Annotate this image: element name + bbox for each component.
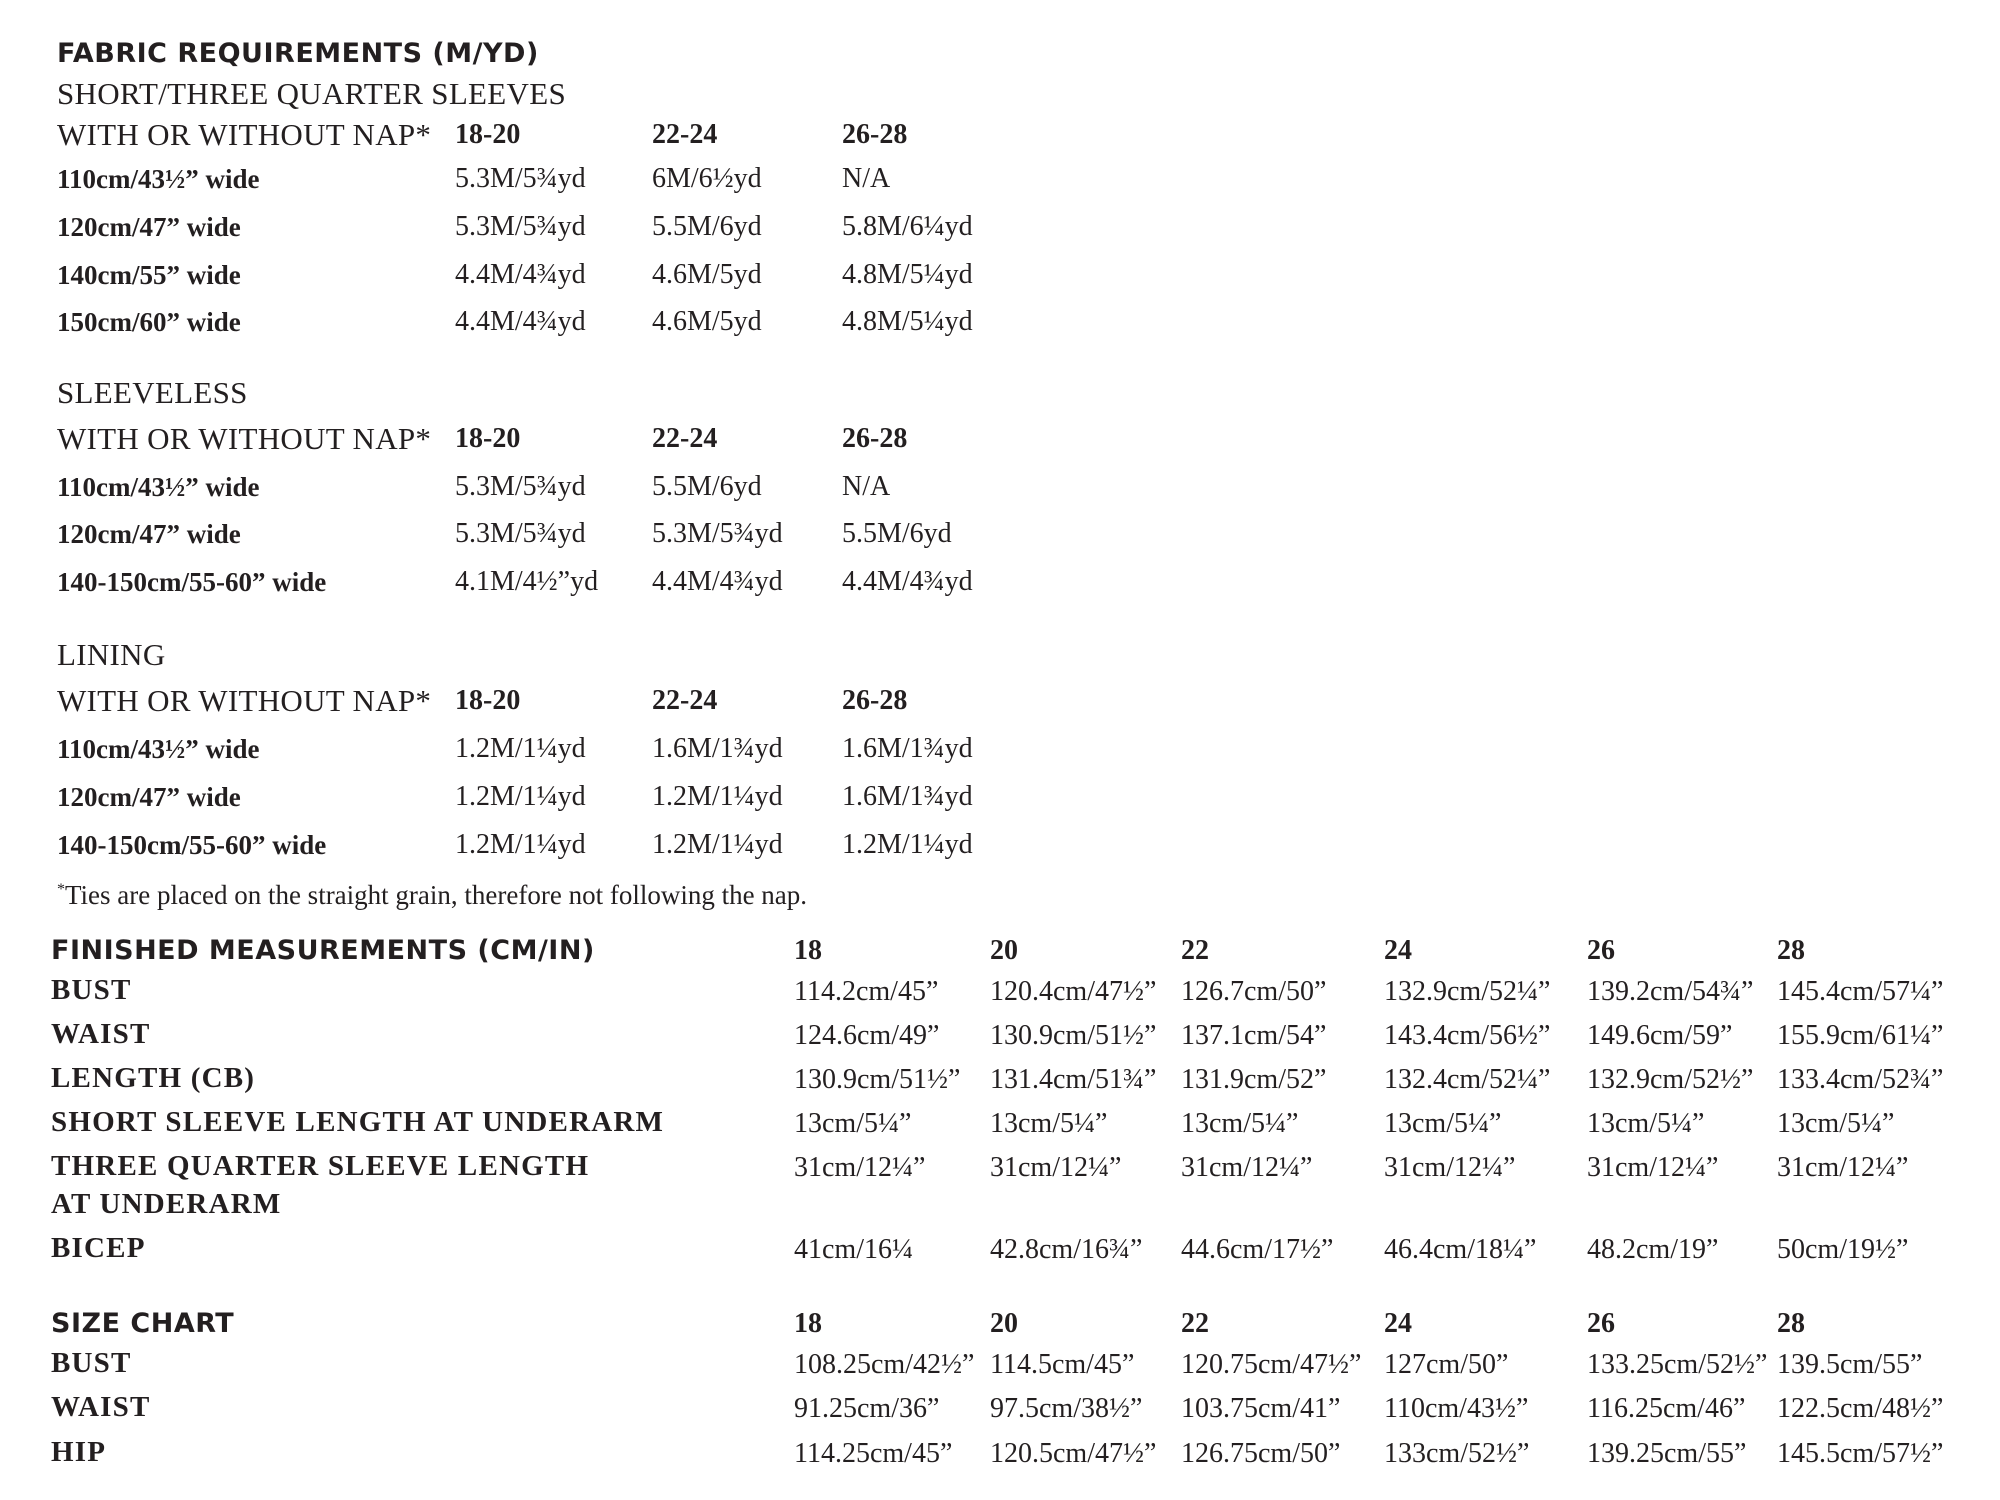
fabric-width-label: 110cm/43½” wide <box>57 472 260 502</box>
size-column-header: 20 <box>990 1308 1018 1339</box>
size-chart-cell: 145.5cm/57½” <box>1777 1438 1944 1469</box>
footnote-mark: * <box>57 881 65 898</box>
measurement-cell: 13cm/5¼” <box>1777 1108 1895 1139</box>
measurement-cell: 44.6cm/17½” <box>1181 1234 1334 1265</box>
fabric-width-label: 110cm/43½” wide <box>57 164 260 194</box>
fabric-amount-cell: 1.2M/1¼yd <box>455 733 586 764</box>
measurement-cell: 145.4cm/57¼” <box>1777 976 1944 1007</box>
fabric-width-label: 120cm/47” wide <box>57 782 241 812</box>
size-chart-cell: 122.5cm/48½” <box>1777 1393 1944 1424</box>
fabric-width-label: 140-150cm/55-60” wide <box>57 830 327 860</box>
fabric-width-label: 110cm/43½” wide <box>57 734 260 764</box>
measurement-cell: 50cm/19½” <box>1777 1234 1909 1265</box>
size-column-header: 26-28 <box>842 119 908 150</box>
measurement-cell: 31cm/12¼” <box>1777 1152 1909 1183</box>
size-column-header: 24 <box>1384 935 1412 966</box>
size-chart-cell: 120.5cm/47½” <box>990 1438 1157 1469</box>
size-column-header: 28 <box>1777 935 1805 966</box>
fabric-amount-cell: 5.5M/6yd <box>842 518 952 549</box>
finished-measurements-title: FINISHED MEASUREMENTS (CM/IN) <box>51 935 595 966</box>
size-column-header: 22 <box>1181 935 1209 966</box>
size-column-header: 24 <box>1384 1308 1412 1339</box>
size-column-header: 22-24 <box>652 423 718 454</box>
fabric-width-label: 120cm/47” wide <box>57 519 241 549</box>
size-chart-cell: 114.5cm/45” <box>990 1349 1135 1380</box>
size-chart-title: SIZE CHART <box>51 1308 235 1339</box>
size-chart-label: BUST <box>51 1347 132 1379</box>
fabric-width-label: 120cm/47” wide <box>57 212 241 242</box>
fabric-amount-cell: 4.4M/4¾yd <box>842 566 973 597</box>
size-chart-cell: 97.5cm/38½” <box>990 1393 1143 1424</box>
fabric-amount-cell: 1.2M/1¼yd <box>455 829 586 860</box>
size-chart-cell: 103.75cm/41” <box>1181 1393 1341 1424</box>
fabric-amount-cell: N/A <box>842 163 891 194</box>
measurement-cell: 132.4cm/52¼” <box>1384 1064 1551 1095</box>
measurement-cell: 132.9cm/52½” <box>1587 1064 1754 1095</box>
fabric-amount-cell: 5.3M/5¾yd <box>455 471 586 502</box>
nap-subtitle: WITH OR WITHOUT NAP* <box>57 421 432 456</box>
measurement-cell: 13cm/5¼” <box>990 1108 1108 1139</box>
fabric-amount-cell: 4.4M/4¾yd <box>455 259 586 290</box>
section-title-sleeveless: SLEEVELESS <box>57 375 248 410</box>
fabric-amount-cell: 4.6M/5yd <box>652 259 762 290</box>
measurement-cell: 130.9cm/51½” <box>990 1020 1157 1051</box>
measurement-cell: 133.4cm/52¾” <box>1777 1064 1944 1095</box>
size-chart-cell: 120.75cm/47½” <box>1181 1349 1362 1380</box>
nap-footnote <box>57 880 807 911</box>
measurement-label: LENGTH (CB) <box>51 1062 256 1094</box>
measurement-cell: 143.4cm/56½” <box>1384 1020 1551 1051</box>
measurement-cell: 130.9cm/51½” <box>794 1064 961 1095</box>
measurement-cell: 126.7cm/50” <box>1181 976 1327 1007</box>
size-chart-cell: 133.25cm/52½” <box>1587 1349 1768 1380</box>
size-column-header: 18 <box>794 935 822 966</box>
measurement-cell: 31cm/12¼” <box>1384 1152 1516 1183</box>
size-chart-label: HIP <box>51 1436 107 1468</box>
fabric-requirements-title: FABRIC REQUIREMENTS (M/YD) <box>57 38 539 69</box>
fabric-amount-cell: 1.2M/1¼yd <box>652 781 783 812</box>
measurement-cell: 149.6cm/59” <box>1587 1020 1733 1051</box>
fabric-amount-cell: 1.6M/1¾yd <box>842 733 973 764</box>
section-title-lining: LINING <box>57 637 166 672</box>
size-column-header: 22-24 <box>652 119 718 150</box>
size-column-header: 26-28 <box>842 423 908 454</box>
measurement-cell: 13cm/5¼” <box>794 1108 912 1139</box>
fabric-width-label: 140-150cm/55-60” wide <box>57 567 327 597</box>
nap-subtitle: WITH OR WITHOUT NAP* <box>57 683 432 718</box>
size-column-header: 28 <box>1777 1308 1805 1339</box>
section-title-short-sleeves: SHORT/THREE QUARTER SLEEVES <box>57 76 566 111</box>
size-chart-cell: 110cm/43½” <box>1384 1393 1529 1424</box>
fabric-amount-cell: 4.4M/4¾yd <box>652 566 783 597</box>
size-chart-cell: 133cm/52½” <box>1384 1438 1530 1469</box>
size-chart-cell: 126.75cm/50” <box>1181 1438 1341 1469</box>
measurement-label: BUST <box>51 974 132 1006</box>
size-chart-cell: 127cm/50” <box>1384 1349 1509 1380</box>
fabric-width-label: 150cm/60” wide <box>57 307 241 337</box>
nap-subtitle: WITH OR WITHOUT NAP* <box>57 117 432 152</box>
measurement-cell: 131.9cm/52” <box>1181 1064 1327 1095</box>
fabric-amount-cell: N/A <box>842 471 891 502</box>
measurement-cell: 120.4cm/47½” <box>990 976 1157 1007</box>
size-column-header: 18-20 <box>455 423 521 454</box>
fabric-amount-cell: 1.2M/1¼yd <box>842 829 973 860</box>
fabric-amount-cell: 1.2M/1¼yd <box>455 781 586 812</box>
measurement-cell: 139.2cm/54¾” <box>1587 976 1754 1007</box>
measurement-cell: 131.4cm/51¾” <box>990 1064 1157 1095</box>
fabric-amount-cell: 5.5M/6yd <box>652 211 762 242</box>
fabric-amount-cell: 1.2M/1¼yd <box>652 829 783 860</box>
measurement-cell: 114.2cm/45” <box>794 976 939 1007</box>
size-column-header: 22-24 <box>652 685 718 716</box>
measurement-cell: 31cm/12¼” <box>1181 1152 1313 1183</box>
size-chart-cell: 116.25cm/46” <box>1587 1393 1746 1424</box>
measurement-cell: 31cm/12¼” <box>990 1152 1122 1183</box>
size-chart-cell: 91.25cm/36” <box>794 1393 940 1424</box>
fabric-amount-cell: 4.6M/5yd <box>652 306 762 337</box>
size-chart-cell: 139.5cm/55” <box>1777 1349 1923 1380</box>
size-column-header: 22 <box>1181 1308 1209 1339</box>
measurement-cell: 13cm/5¼” <box>1384 1108 1502 1139</box>
measurement-label: BICEP <box>51 1232 146 1264</box>
fabric-amount-cell: 6M/6½yd <box>652 163 762 194</box>
measurement-cell: 48.2cm/19” <box>1587 1234 1719 1265</box>
measurement-cell: 41cm/16¼ <box>794 1234 913 1265</box>
fabric-amount-cell: 5.3M/5¾yd <box>455 211 586 242</box>
size-chart-cell: 114.25cm/45” <box>794 1438 953 1469</box>
fabric-amount-cell: 5.3M/5¾yd <box>652 518 783 549</box>
measurement-cell: 31cm/12¼” <box>1587 1152 1719 1183</box>
size-column-header: 26 <box>1587 935 1615 966</box>
measurement-cell: 46.4cm/18¼” <box>1384 1234 1537 1265</box>
fabric-amount-cell: 1.6M/1¾yd <box>842 781 973 812</box>
measurement-label: THREE QUARTER SLEEVE LENGTH AT UNDERARM <box>51 1150 590 1220</box>
measurement-cell: 13cm/5¼” <box>1587 1108 1705 1139</box>
size-column-header: 18-20 <box>455 685 521 716</box>
size-column-header: 18 <box>794 1308 822 1339</box>
size-chart-label: WAIST <box>51 1391 151 1423</box>
measurement-label: WAIST <box>51 1018 151 1050</box>
fabric-width-label: 140cm/55” wide <box>57 260 241 290</box>
measurement-cell: 137.1cm/54” <box>1181 1020 1327 1051</box>
fabric-amount-cell: 5.3M/5¾yd <box>455 518 586 549</box>
measurement-label: SHORT SLEEVE LENGTH AT UNDERARM <box>51 1106 665 1138</box>
size-column-header: 26-28 <box>842 685 908 716</box>
size-column-header: 18-20 <box>455 119 521 150</box>
fabric-amount-cell: 4.8M/5¼yd <box>842 259 973 290</box>
measurement-cell: 124.6cm/49” <box>794 1020 940 1051</box>
fabric-amount-cell: 5.3M/5¾yd <box>455 163 586 194</box>
measurement-cell: 13cm/5¼” <box>1181 1108 1299 1139</box>
measurement-cell: 132.9cm/52¼” <box>1384 976 1551 1007</box>
measurement-cell: 31cm/12¼” <box>794 1152 926 1183</box>
fabric-amount-cell: 4.8M/5¼yd <box>842 306 973 337</box>
footnote-text: Ties are placed on the straight grain, therefore not following the nap. <box>65 880 808 910</box>
fabric-amount-cell: 5.8M/6¼yd <box>842 211 973 242</box>
fabric-amount-cell: 4.1M/4½”yd <box>455 566 599 597</box>
size-chart-cell: 108.25cm/42½” <box>794 1349 975 1380</box>
measurement-cell: 42.8cm/16¾” <box>990 1234 1143 1265</box>
size-chart-cell: 139.25cm/55” <box>1587 1438 1747 1469</box>
fabric-amount-cell: 1.6M/1¾yd <box>652 733 783 764</box>
size-column-header: 20 <box>990 935 1018 966</box>
measurement-cell: 155.9cm/61¼” <box>1777 1020 1944 1051</box>
size-column-header: 26 <box>1587 1308 1615 1339</box>
fabric-amount-cell: 4.4M/4¾yd <box>455 306 586 337</box>
fabric-amount-cell: 5.5M/6yd <box>652 471 762 502</box>
